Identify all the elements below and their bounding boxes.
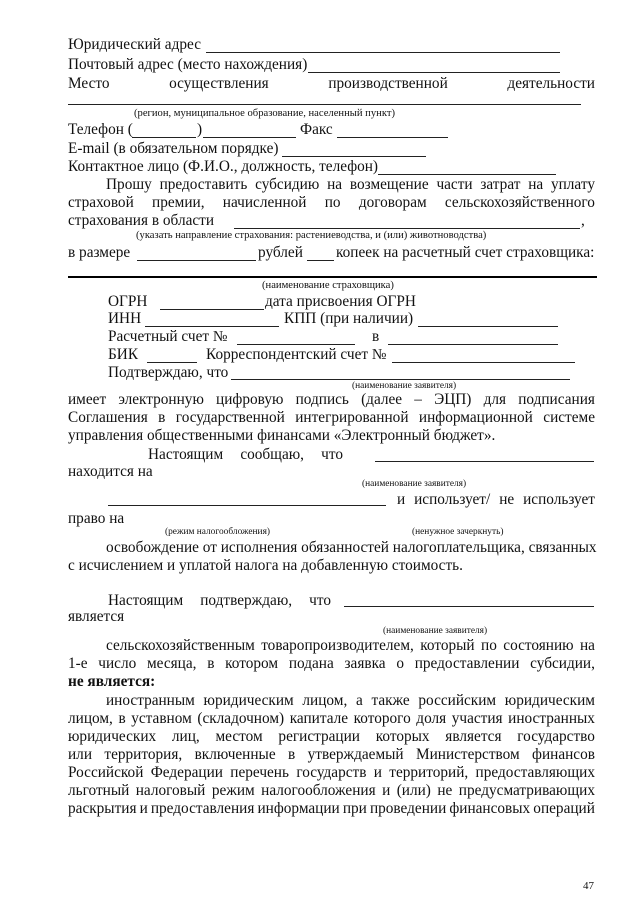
bik-label: БИК: [108, 346, 139, 363]
inn-field[interactable]: [145, 326, 279, 327]
account-label: Расчетный счет №: [108, 328, 228, 345]
prod-word: осуществления: [169, 75, 269, 92]
word: Настоящим: [108, 592, 184, 609]
uses-line: [397, 491, 595, 509]
amount-kopecks-field[interactable]: [307, 260, 334, 261]
word: товаропроизводителем,: [261, 637, 414, 654]
ogrn-field[interactable]: [160, 309, 264, 310]
word: предоставления: [150, 800, 255, 817]
word: по: [481, 637, 497, 654]
prod-word: Место: [68, 75, 110, 92]
confirm-label: Подтверждаю, что: [108, 364, 229, 381]
word: уплату: [550, 176, 595, 193]
word: сообщаю,: [240, 446, 305, 463]
word: территория,: [104, 746, 183, 763]
word: операций: [533, 800, 595, 817]
word: в: [158, 409, 166, 426]
not-is-heading: не является:: [68, 673, 156, 690]
prod-word: производственной: [328, 75, 448, 92]
word: государство: [517, 728, 595, 745]
amount-label: в размере: [68, 244, 131, 261]
account-field[interactable]: [237, 344, 355, 345]
regime-caption: (режим налогообложения): [165, 527, 271, 537]
word: Федерации: [150, 764, 223, 781]
word: а: [355, 692, 363, 709]
word: территорий,: [389, 764, 469, 781]
bank-field[interactable]: [388, 344, 558, 345]
word: что: [309, 592, 331, 609]
word: системе: [543, 409, 595, 426]
insurer-name-field[interactable]: [68, 276, 597, 278]
ecp-line-1: [68, 391, 595, 409]
word: юридическим: [203, 692, 294, 709]
amount-rubles-field[interactable]: [137, 260, 256, 261]
word: или: [68, 746, 93, 763]
legal-address-label: Юридический адрес: [68, 36, 201, 53]
word: режим: [211, 782, 255, 799]
word: лиц,: [171, 728, 200, 745]
word: Прошу: [106, 176, 152, 193]
word: финансов: [532, 746, 595, 763]
word: подтверждаю,: [200, 592, 293, 609]
word: российским: [418, 692, 497, 709]
ogrn-label: ОГРН: [108, 293, 148, 310]
word: электронную: [118, 391, 204, 408]
corr-account-field[interactable]: [392, 362, 575, 363]
word: который: [420, 637, 475, 654]
word: доля: [416, 710, 447, 727]
word: предусматривающих: [458, 782, 595, 799]
word: предоставлении: [414, 655, 520, 672]
word: Министерством: [415, 746, 520, 763]
word: использует/: [414, 491, 491, 508]
word: государств: [296, 764, 367, 781]
producer-applicant-caption: (наименование заявителя): [383, 626, 488, 636]
prod-word: деятельности: [507, 75, 595, 92]
producer-intro-line: [108, 592, 331, 610]
word: (или): [396, 782, 431, 799]
word: на: [579, 637, 595, 654]
word: государственной: [175, 409, 285, 426]
foreign-line-5: [68, 764, 595, 782]
word: на: [528, 176, 544, 193]
word: имеет: [68, 391, 107, 408]
word: сельскохозяйственным: [106, 637, 255, 654]
word: состоянию: [503, 637, 574, 654]
inn-label: ИНН: [108, 310, 142, 327]
applicant-name-field[interactable]: [231, 379, 570, 380]
tax-intro-line: [148, 446, 343, 464]
word: использует: [523, 491, 595, 508]
word: премии,: [152, 194, 205, 211]
strike-caption: (ненужное зачеркнуть): [412, 527, 504, 537]
word: –: [414, 391, 422, 408]
tax-applicant-caption: (наименование заявителя): [362, 479, 467, 489]
word: лицом,: [68, 710, 113, 727]
word: налогообложения: [261, 782, 376, 799]
word: (далее: [361, 391, 403, 408]
foreign-line-7: [68, 800, 595, 818]
right-label: право на: [68, 510, 125, 527]
word: договорам: [358, 194, 427, 211]
foreign-line-2: [68, 710, 595, 728]
word: в: [207, 655, 215, 672]
word: Настоящим: [148, 446, 224, 463]
word: субсидии,: [530, 655, 595, 672]
word: капитале: [289, 710, 349, 727]
legal-address-field[interactable]: [206, 52, 560, 53]
production-place-field[interactable]: [68, 104, 581, 105]
word: и: [373, 764, 382, 781]
corr-account-label: Корреспондентский счет №: [206, 346, 387, 363]
word: предоставляющих: [475, 764, 595, 781]
word: части: [436, 176, 473, 193]
word: которых: [375, 728, 430, 745]
phone-code-field[interactable]: [132, 137, 196, 138]
exempt-line-2: с исчислением и уплатой налога на добавленную стоимость.: [68, 557, 463, 574]
foreign-line-3: [68, 728, 595, 746]
word: финансовых: [449, 800, 531, 817]
word: при: [342, 800, 367, 817]
producer-line-1: [106, 637, 595, 655]
word: ЭЦП): [434, 391, 472, 408]
word: предоставить: [159, 176, 248, 193]
word: также: [371, 692, 410, 709]
fax-label: Факс: [300, 121, 333, 138]
word: которого: [353, 710, 411, 727]
tax-regime-field-a[interactable]: [108, 505, 184, 506]
word: включенные: [194, 746, 276, 763]
word: юридических: [68, 728, 157, 745]
word: на: [327, 176, 343, 193]
insurance-direction-field[interactable]: [234, 228, 580, 229]
word: лицом,: [302, 692, 348, 709]
phone-label-close: ): [197, 121, 203, 138]
word: уставном: [131, 710, 192, 727]
word: число: [98, 655, 137, 672]
kpp-label: КПП (при наличии): [284, 310, 414, 327]
kopecks-label: копеек на расчетный счет страховщика:: [336, 244, 595, 261]
word: подана: [288, 655, 334, 672]
word: не: [437, 782, 453, 799]
contact-person-label: Контактное лицо (Ф.И.О., должность, телефон): [68, 158, 379, 175]
rubles-label: рублей: [258, 244, 303, 261]
word: и: [397, 491, 406, 508]
insurer-caption: (наименование страховщика): [262, 280, 394, 291]
word: иностранным: [106, 692, 195, 709]
word: утверждаемый: [307, 746, 404, 763]
word: информации: [257, 800, 340, 817]
foreign-line-4: [68, 746, 595, 764]
word: не: [499, 491, 515, 508]
word: является: [445, 728, 502, 745]
foreign-line-1: [106, 692, 595, 710]
word: перечень: [230, 764, 289, 781]
is-label: является: [68, 608, 125, 625]
word: и: [139, 800, 148, 817]
word: налоговый: [135, 782, 206, 799]
word: информационной: [418, 409, 533, 426]
phone-label-open: Телефон (: [68, 121, 133, 138]
word: затрат: [480, 176, 521, 193]
region-caption: (регион, муниципальное образование, населенный пункт): [134, 108, 395, 119]
word: субсидию: [255, 176, 320, 193]
fax-field[interactable]: [337, 137, 448, 138]
word: и: [382, 782, 391, 799]
word: для: [483, 391, 507, 408]
producer-applicant-field[interactable]: [344, 606, 594, 607]
word: подписания: [518, 391, 595, 408]
word: юридическим: [504, 692, 595, 709]
word: раскрытия: [68, 800, 137, 817]
word: о: [396, 655, 404, 672]
word: иностранных: [508, 710, 595, 727]
insurance-area-label: страхования в области: [68, 212, 215, 229]
word: льготный: [68, 782, 130, 799]
foreign-line-6: [68, 782, 595, 800]
word: проведении: [369, 800, 447, 817]
exempt-line-1: освобождение от исполнения обязанностей налогоплательщика, связанных: [106, 539, 597, 556]
contact-person-field[interactable]: [378, 174, 556, 175]
word: возмещение: [349, 176, 429, 193]
tax-applicant-field[interactable]: [375, 461, 594, 462]
word: заявка: [344, 655, 386, 672]
page-number: 47: [583, 880, 594, 892]
word: интегрированной: [295, 409, 409, 426]
word: что: [321, 446, 343, 463]
email-label: E-mail (в обязательном порядке): [68, 140, 279, 157]
request-line-2: [68, 194, 595, 212]
phone-number-field[interactable]: [203, 137, 296, 138]
ecp-line-3: управления общественными финансами «Электронный бюджет».: [68, 427, 496, 444]
producer-line-2: [68, 655, 595, 673]
word: (складочном): [197, 710, 285, 727]
ecp-line-2: [68, 409, 595, 427]
word: участия: [451, 710, 503, 727]
production-place-line: [68, 75, 595, 93]
in-label: в: [372, 328, 380, 345]
kpp-field[interactable]: [418, 326, 558, 327]
word: в: [118, 710, 126, 727]
word: по: [324, 194, 341, 211]
tax-regime-field-b[interactable]: [184, 505, 386, 506]
word: в: [288, 746, 296, 763]
request-line-1: [106, 176, 595, 194]
comma: ,: [581, 212, 585, 229]
word: Российской: [68, 764, 144, 781]
word: регистрации: [278, 728, 360, 745]
direction-caption: (указать направление страхования: растениеводства, и (или) животноводства): [136, 230, 487, 241]
word: Соглашения: [68, 409, 148, 426]
ogrn-date-label: дата присвоения ОГРН: [265, 293, 416, 310]
word: котором: [225, 655, 279, 672]
located-label: находится на: [68, 463, 153, 480]
postal-address-label: Почтовый адрес (место нахождения): [68, 56, 308, 73]
word: местом: [215, 728, 263, 745]
word: страховой: [68, 194, 134, 211]
word: подпись: [295, 391, 349, 408]
word: месяца,: [146, 655, 197, 672]
word: сельскохозяйственного: [444, 194, 595, 211]
email-field[interactable]: [282, 156, 426, 157]
word: цифровую: [216, 391, 284, 408]
bik-field[interactable]: [147, 362, 197, 363]
applicant-caption: (наименование заявителя): [352, 381, 457, 391]
word: начисленной: [222, 194, 307, 211]
postal-address-field[interactable]: [308, 72, 560, 73]
word: 1-е: [68, 655, 88, 672]
